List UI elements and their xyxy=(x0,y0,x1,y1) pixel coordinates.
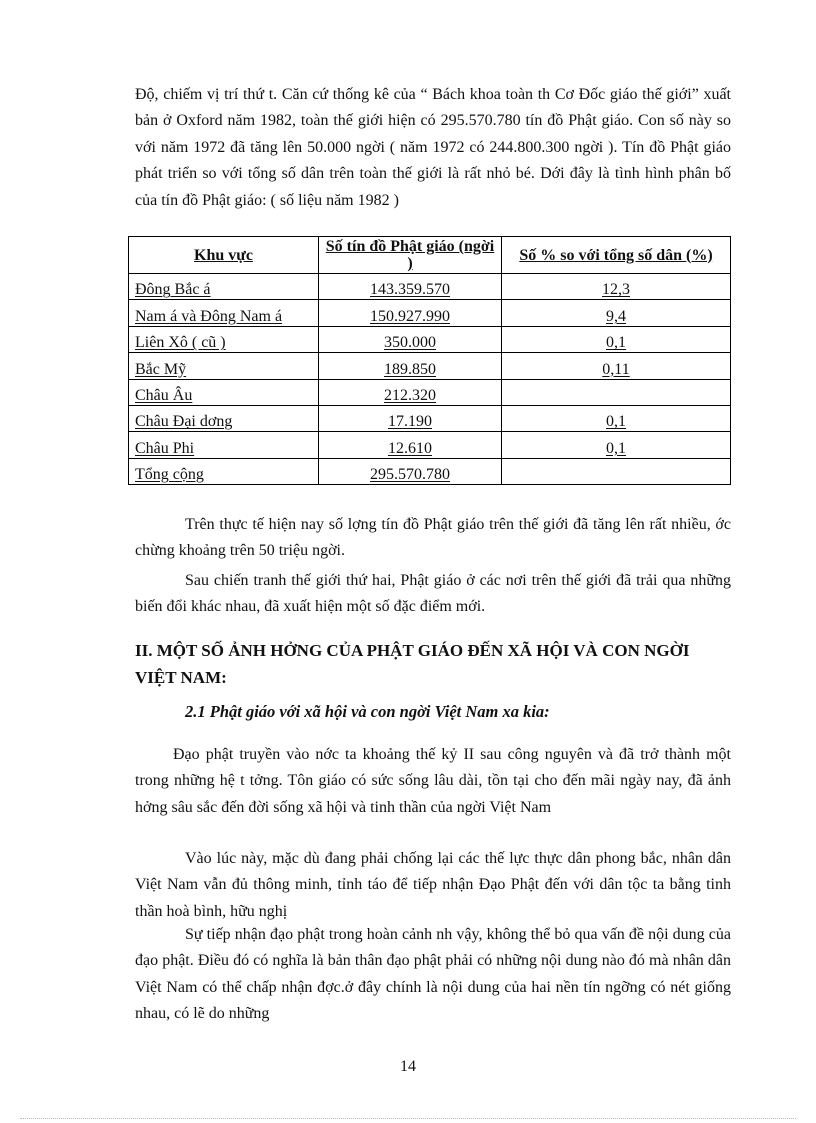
table-row xyxy=(129,379,731,405)
page-number: 14 xyxy=(400,1058,416,1075)
table-row xyxy=(129,432,731,458)
region-cell: Châu Âu xyxy=(129,379,319,405)
percent-cell: 0,1 xyxy=(502,432,731,458)
region-cell: Liên Xô ( cũ ) xyxy=(129,326,319,352)
table-header-row xyxy=(129,237,731,274)
count-cell: 12.610 xyxy=(319,432,502,458)
count-cell: 17.190 xyxy=(319,405,502,431)
body-paragraph: Vào lúc này, mặc dù đang phải chống lại các thế lực thực dân phong bắc, nhân dân Việt Nam vẫn đủ thông minh, tỉnh táo để tiếp nhận Đạo Phật đến với dân tộc ta bằng tinh thần hoà bình, hữu nghị xyxy=(135,850,731,920)
header-region: Khu vực xyxy=(129,237,319,274)
region-cell: Châu Phi xyxy=(129,432,319,458)
table-row xyxy=(129,405,731,431)
count-cell: 189.850 xyxy=(319,353,502,379)
percent-cell: 0,1 xyxy=(502,405,731,431)
buddhist-population-table xyxy=(128,236,731,485)
table-total-row xyxy=(129,458,731,484)
section-heading: II. MỘT SỐ ẢNH HỞNG CỦA PHẬT GIÁO ĐẾN XÃ HỘI VÀ CON NGỜI VIỆT NAM: xyxy=(135,641,690,687)
percent-cell: 0,11 xyxy=(502,353,731,379)
table-row xyxy=(129,353,731,379)
body-paragraph: Đạo phật truyền vào nớc ta khoảng thế kỷ II sau công nguyên và đã trở thành một trong những hệ t tởng. Tôn giáo có sức sống lâu dài, tồn tại cho đến mãi ngày nay, đã ảnh hởng sâu sắc đến đời sống xã hội và tinh thần của ngời Việt Nam xyxy=(135,746,731,816)
count-cell: 150.927.990 xyxy=(319,300,502,326)
percent-cell: 9,4 xyxy=(502,300,731,326)
percent-cell: 0,1 xyxy=(502,326,731,352)
intro-paragraph: Độ, chiếm vị trí thứ t. Căn cứ thống kê của “ Bách khoa toàn th Cơ Đốc giáo thế giới” xuất bản ở Oxford năm 1982, toàn thế giới hiện có 295.570.780 tín đồ Phật giáo. Con số này so với năm 1972 đã tăng lên 50.000 ngời ( năm 1972 có 244.800.300 ngời ). Tín đồ Phật giáo phát triển so với tổng số dân trên toàn thế giới là rất nhỏ bé. Dới đây là tình hình phân bố của tín đồ Phật giáo: ( số liệu năm 1982 ) xyxy=(135,86,731,209)
count-cell: 350.000 xyxy=(319,326,502,352)
percent-cell xyxy=(502,379,731,405)
table-row xyxy=(129,274,731,300)
body-paragraph: Sau chiến tranh thế giới thứ hai, Phật giáo ở các nơi trên thế giới đã trải qua những biến đổi khác nhau, đã xuất hiện một số đặc điểm mới. xyxy=(135,572,731,616)
region-cell: Đông Bắc á xyxy=(129,274,319,300)
region-cell: Nam á và Đông Nam á xyxy=(129,300,319,326)
table-row xyxy=(129,300,731,326)
region-cell: Châu Đại dơng xyxy=(129,405,319,431)
table-row xyxy=(129,326,731,352)
body-paragraph: Trên thực tế hiện nay số lợng tín đồ Phật giáo trên thế giới đã tăng lên rất nhiều, ớc chừng khoảng trên 50 triệu ngời. xyxy=(135,516,731,560)
header-percent: Số % so với tổng số dân (%) xyxy=(502,237,731,274)
percent-cell: 12,3 xyxy=(502,274,731,300)
percent-cell xyxy=(502,458,731,484)
count-cell: 143.359.570 xyxy=(319,274,502,300)
section-subheading: 2.1 Phật giáo với xã hội và con ngời Việt Nam xa kia: xyxy=(185,702,550,721)
region-cell: Bắc Mỹ xyxy=(129,353,319,379)
count-cell: 295.570.780 xyxy=(319,458,502,484)
region-cell: Tổng cộng xyxy=(129,458,319,484)
page-bottom-rule xyxy=(20,1118,796,1119)
count-cell: 212.320 xyxy=(319,379,502,405)
body-paragraph: Sự tiếp nhận đạo phật trong hoàn cảnh nh vậy, không thể bỏ qua vấn đề nội dung của đạo phật. Điều đó có nghĩa là bản thân đạo phật phải có những nội dung nào đó mà nhân dân Việt Nam có thể chấp nhận đợc.ở đây chính là nội dung của hai nền tín ngỡng có nét giống nhau, có lẽ do những xyxy=(135,926,731,1023)
header-count: Số tín đồ Phật giáo (ngời ) xyxy=(319,237,502,274)
